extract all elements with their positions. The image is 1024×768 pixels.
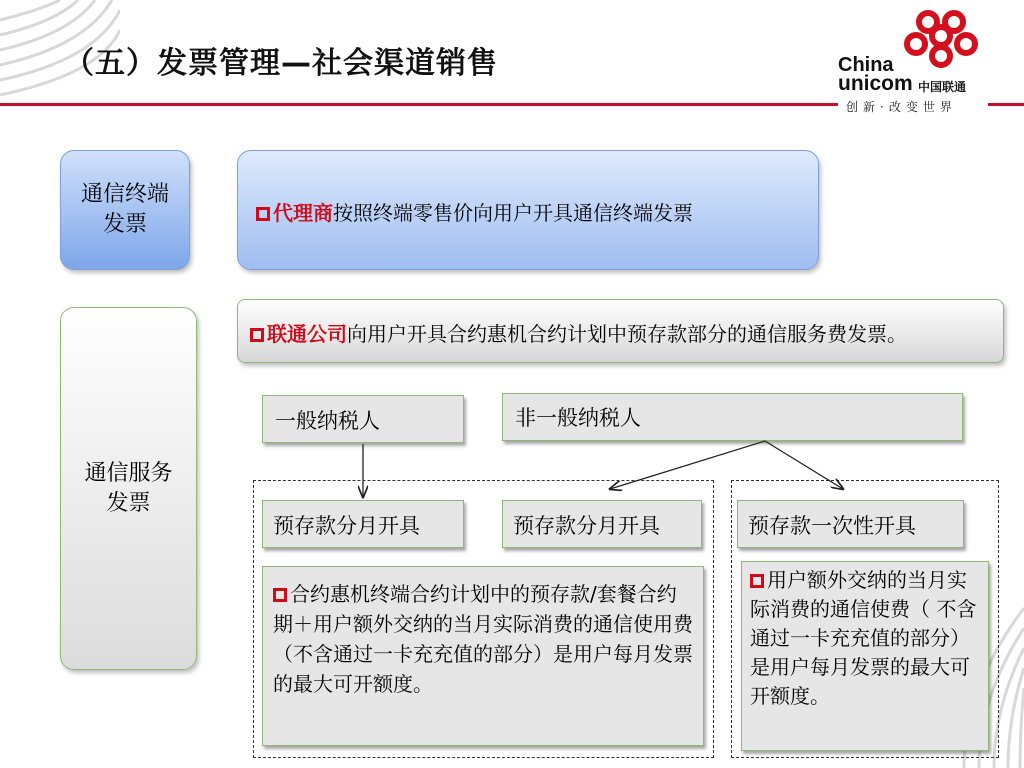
unicom-highlight: 联通公司 <box>267 322 347 346</box>
logo-text-china: China <box>838 54 894 76</box>
terminal-invoice-label-text: 通信终端发票 <box>80 182 169 237</box>
unicom-invoice-text: 向用户开具合约惠机合约计划中预存款部分的通信服务费发票。 <box>347 322 907 346</box>
one-time-limit-description <box>741 561 989 751</box>
logo-text-chinese: 中国联通 <box>918 80 967 94</box>
bullet-square-icon <box>750 574 764 588</box>
one-time-limit-text: 用户额外交纳的当月实际消费的通信使费（ 不含通过一卡充充值的部分）是用户每月发票的最大可开额度。 <box>750 568 977 708</box>
monthly-issue-box-2: 预存款分月开具 <box>502 500 702 548</box>
general-taxpayer-box: 一般纳税人 <box>262 395 464 443</box>
service-invoice-label <box>60 307 197 670</box>
unicom-invoice-box <box>237 299 1004 363</box>
agent-highlight: 代理商 <box>273 201 333 225</box>
one-time-issue-box: 预存款一次性开具 <box>737 500 964 548</box>
bullet-square-icon <box>256 207 270 221</box>
page-title: （五）发票管理—社会渠道销售 <box>64 46 498 81</box>
logo-text-unicom: unicom <box>838 72 913 95</box>
service-invoice-label-text: 通信服务发票 <box>84 460 173 516</box>
bullet-square-icon <box>273 588 287 602</box>
monthly-limit-description <box>262 566 704 746</box>
monthly-issue-box-1: 预存款分月开具 <box>262 500 464 548</box>
title-underline <box>0 103 838 106</box>
monthly-limit-text: 合约惠机终端合约计划中的预存款/套餐合约期＋用户额外交纳的当月实际消费的通信使用费（不含通过一卡充充值的部分）是用户每月发票的最大可开额度。 <box>273 582 693 696</box>
non-general-taxpayer-box: 非一般纳税人 <box>502 393 963 441</box>
agent-invoice-text: 按照终端零售价向用户开具通信终端发票 <box>333 201 693 225</box>
logo-slogan: 创新·改变世界 <box>842 98 961 115</box>
bullet-square-icon <box>250 328 264 342</box>
terminal-invoice-label <box>60 150 190 270</box>
agent-invoice-box <box>237 150 819 270</box>
